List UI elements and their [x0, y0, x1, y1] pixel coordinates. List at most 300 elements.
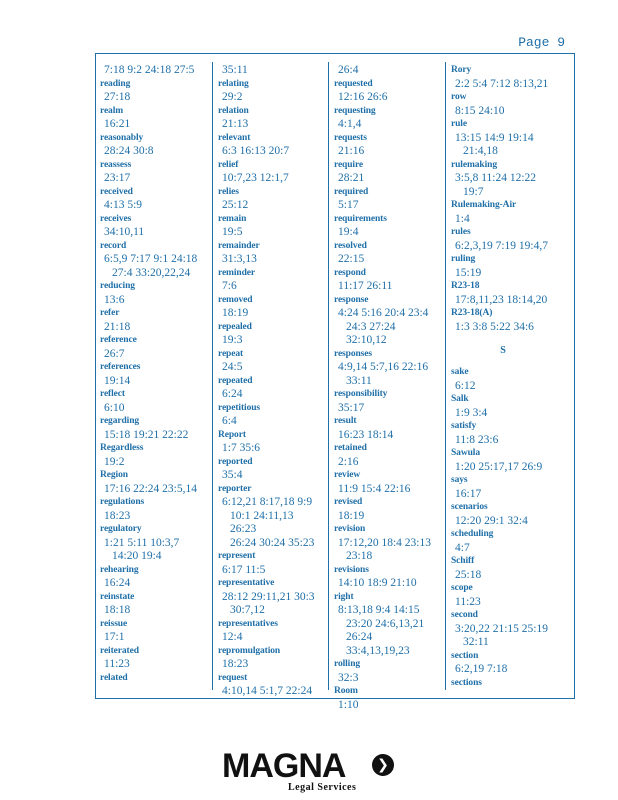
index-term: reinstate	[100, 591, 135, 602]
index-term: record	[100, 240, 127, 251]
index-entry	[100, 645, 204, 672]
ref-line: 19:4	[338, 226, 359, 238]
ref-line: 1:20 25:17,17 26:9	[455, 460, 543, 473]
page-line-refs	[100, 226, 204, 240]
index-column-3	[330, 64, 438, 711]
page-line-refs	[218, 199, 322, 213]
ref-line: 26:4	[338, 64, 359, 76]
page-line-refs	[218, 591, 322, 618]
page-line-refs	[451, 569, 555, 583]
index-term: result	[334, 416, 357, 426]
page-line-refs	[451, 434, 555, 448]
index-term: Rulemaking-Air	[451, 200, 517, 210]
index-entry	[100, 186, 204, 213]
index-term: refer	[100, 308, 120, 318]
ref-line: 1:7 35:6	[222, 442, 261, 454]
index-entry	[451, 582, 555, 609]
page-line-refs	[218, 361, 322, 375]
page-line-refs	[334, 456, 438, 470]
page-line-refs	[218, 307, 322, 321]
index-term: reference	[100, 335, 137, 345]
index-term: relevant	[218, 132, 251, 143]
index-term: repetitious	[218, 402, 260, 413]
index-entry	[100, 415, 204, 442]
page-line-refs	[218, 334, 322, 348]
index-term: R23-18(A)	[451, 308, 493, 318]
page-line-refs	[334, 253, 438, 267]
index-entry	[334, 78, 438, 105]
ref-line: 1:4	[455, 212, 470, 225]
ref-line: 16:24	[104, 577, 131, 589]
index-term: references	[100, 362, 141, 372]
index-entry	[218, 429, 322, 456]
page-line-refs	[100, 91, 204, 105]
index-entry	[451, 307, 555, 334]
ref-line: 23:20 24:6,13,21	[346, 617, 425, 630]
index-term: sections	[451, 677, 482, 688]
index-term: requesting	[334, 105, 376, 116]
index-term: Sawula	[451, 448, 480, 458]
ref-line: 6:24	[222, 388, 243, 400]
index-entry	[100, 469, 204, 496]
page-line-refs	[100, 118, 204, 132]
index-term: reminder	[218, 267, 256, 278]
ref-line: 30:7,12	[230, 604, 265, 616]
page-line-refs	[100, 631, 204, 645]
ref-line: 18:23	[104, 509, 131, 522]
page-line-refs	[100, 402, 204, 416]
page-line-refs	[451, 321, 555, 335]
page-line-refs	[334, 361, 438, 388]
page-line-refs	[218, 685, 322, 699]
ref-line: 2:16	[338, 455, 359, 468]
page-line-refs	[218, 118, 322, 132]
ref-line: 1:10	[338, 698, 359, 711]
ref-line: 17:1	[104, 631, 125, 643]
page-line-refs	[334, 199, 438, 213]
index-term: response	[334, 294, 369, 305]
page-line-refs	[334, 280, 438, 294]
index-entry	[334, 240, 438, 267]
index-term: reiterated	[100, 645, 139, 656]
ref-line: 4:7	[455, 541, 470, 554]
ref-line: 35:4	[222, 469, 243, 481]
page-line-refs	[218, 442, 322, 456]
index-entry	[451, 280, 555, 307]
ref-line: 19:2	[104, 455, 125, 468]
ref-line: 4:9,14 5:7,16 22:16	[338, 361, 429, 373]
index-entry	[218, 64, 322, 78]
index-term: repromulgation	[218, 645, 281, 656]
index-term: revised	[334, 497, 363, 507]
index-term: responsibility	[334, 389, 388, 399]
index-term: retained	[334, 443, 367, 453]
index-entry	[218, 78, 322, 105]
index-entry	[451, 447, 555, 474]
page-line-refs	[100, 199, 204, 213]
index-term: rulemaking	[451, 159, 497, 170]
index-entry	[334, 496, 438, 523]
index-entry	[451, 226, 555, 253]
index-term: scheduling	[451, 529, 494, 539]
page-line-refs	[218, 64, 322, 78]
index-entry	[451, 253, 555, 280]
index-term: relief	[218, 159, 239, 170]
page-line-refs	[451, 542, 555, 556]
ref-line: 16:21	[104, 118, 131, 130]
index-term: reading	[100, 78, 131, 89]
index-term: relies	[218, 186, 239, 197]
index-entry	[451, 555, 555, 582]
column-divider	[445, 62, 446, 690]
page-line-refs	[451, 407, 555, 421]
index-column-2	[214, 64, 322, 697]
ref-line: 11:23	[455, 595, 481, 608]
ref-line: 6:17 11:5	[222, 563, 266, 576]
page-line-refs	[100, 348, 204, 362]
ref-line: 26:7	[104, 347, 125, 360]
ref-line: 25:18	[455, 568, 482, 581]
ref-line: 33:11	[346, 374, 372, 387]
index-term: representative	[218, 578, 275, 588]
ref-line: 14:20 19:4	[112, 550, 162, 562]
page-line-refs	[100, 253, 204, 280]
index-term: reducing	[100, 281, 135, 291]
page-line-refs	[334, 172, 438, 186]
ref-line: 21:13	[222, 118, 249, 130]
index-term: rolling	[334, 659, 361, 669]
ref-line: 28:24 30:8	[104, 145, 154, 157]
index-entry	[451, 528, 555, 555]
page-line-refs	[100, 172, 204, 186]
index-entry	[100, 442, 204, 469]
ref-line: 6:12,21 8:17,18 9:9	[222, 496, 313, 508]
page-line-refs	[451, 596, 555, 610]
ref-line: 13:15 14:9 19:14	[455, 131, 534, 144]
ref-line: 24:5	[222, 361, 243, 373]
page-line-refs	[218, 496, 322, 550]
index-entry	[218, 645, 322, 672]
index-entry	[218, 483, 322, 551]
index-entry	[100, 496, 204, 523]
ref-line: 6:2,19 7:18	[455, 663, 508, 675]
ref-line: 12:20 29:1 32:4	[455, 514, 528, 527]
index-entry	[451, 501, 555, 528]
column-divider	[328, 62, 329, 690]
page-line-refs	[218, 388, 322, 402]
page-line-refs	[334, 537, 438, 564]
ref-line: 18:23	[222, 658, 249, 670]
page-line-refs	[451, 663, 555, 677]
index-entry	[100, 564, 204, 591]
index-entry	[218, 267, 322, 294]
page-line-refs	[218, 658, 322, 672]
index-entry	[100, 240, 204, 281]
page-line-refs	[100, 537, 204, 564]
ref-line: 6:12	[455, 379, 476, 392]
index-entry	[334, 64, 438, 78]
ref-line: 11:17 26:11	[338, 280, 393, 292]
ref-line: 17:12,20 18:4 23:13	[338, 536, 431, 549]
index-entry	[100, 280, 204, 307]
ref-line: 4:10,14 5:1,7 22:24	[222, 685, 313, 697]
index-term: sake	[451, 367, 469, 377]
index-entry	[334, 415, 438, 442]
ref-line: 18:18	[104, 604, 131, 616]
page-line-refs	[218, 91, 322, 105]
index-term: repealed	[218, 321, 252, 332]
index-term: requested	[334, 78, 373, 89]
index-entry	[451, 118, 555, 159]
index-column-1	[96, 64, 204, 694]
index-term: resolved	[334, 240, 367, 251]
ref-line: 1:9 3:4	[455, 406, 488, 419]
index-term: representatives	[218, 618, 278, 629]
index-entry	[334, 591, 438, 659]
ref-line: 21:16	[338, 145, 365, 157]
index-entry	[451, 199, 555, 226]
index-entry	[451, 609, 555, 650]
index-term: remain	[218, 213, 247, 224]
index-term: revision	[334, 524, 366, 534]
index-term: realm	[100, 105, 124, 116]
page-line-refs	[218, 253, 322, 267]
index-entry	[334, 658, 438, 685]
page-line-refs	[100, 483, 204, 497]
ref-line: 29:2	[222, 91, 243, 103]
page-line-refs	[451, 213, 555, 227]
index-entry	[451, 64, 555, 91]
ref-line: 2:2 5:4 7:12 8:13,21	[455, 77, 549, 90]
index-entry	[218, 186, 322, 213]
ref-line: 28:21	[338, 172, 365, 184]
ref-line: 1:21 5:11 10:3,7	[104, 536, 180, 549]
index-entry	[218, 456, 322, 483]
index-entry	[100, 388, 204, 415]
index-term: relating	[218, 78, 249, 89]
ref-line: 6:3 16:13 20:7	[222, 145, 290, 157]
page-line-refs	[100, 294, 204, 308]
index-term: reflect	[100, 389, 125, 399]
index-term: right	[334, 591, 354, 602]
page-line-refs	[451, 78, 555, 92]
index-term: Room	[334, 686, 358, 696]
ref-line: 31:3,13	[222, 253, 257, 265]
ref-line: 34:10,11	[104, 226, 145, 238]
ref-line: 4:1,4	[338, 118, 362, 130]
index-entry	[451, 474, 555, 501]
ref-line: 16:17	[455, 487, 482, 500]
index-term: regarding	[100, 416, 140, 426]
index-term: rules	[451, 227, 471, 237]
index-entry	[100, 307, 204, 334]
ref-line: 6:5,9 7:17 9:1 24:18	[104, 253, 198, 265]
page-line-refs	[100, 429, 204, 443]
page-line-refs	[334, 672, 438, 686]
index-term: regulations	[100, 497, 145, 507]
index-term: second	[451, 610, 478, 620]
ref-line: 11:23	[104, 658, 130, 670]
index-entry	[334, 186, 438, 213]
page-line-refs	[334, 699, 438, 713]
page-line-refs	[334, 64, 438, 78]
index-entry	[100, 132, 204, 159]
index-entry	[218, 159, 322, 186]
page-line-refs	[100, 64, 204, 78]
ref-line: 6:10	[104, 401, 125, 414]
ref-line: 25:12	[222, 199, 249, 211]
page-line-refs	[100, 145, 204, 159]
index-term: request	[218, 672, 248, 683]
page-number: Page 9	[518, 35, 565, 50]
page-line-refs	[218, 469, 322, 483]
index-entry	[334, 294, 438, 348]
index-entry	[451, 91, 555, 118]
section-letter: S	[500, 345, 506, 356]
page-line-refs	[334, 91, 438, 105]
index-entry	[334, 469, 438, 496]
page-line-refs	[218, 564, 322, 578]
index-entry	[100, 105, 204, 132]
index-entry	[218, 240, 322, 267]
index-term: required	[334, 186, 369, 197]
index-entry	[218, 672, 322, 699]
ref-line: 1:3 3:8 5:22 34:6	[455, 320, 534, 333]
page-line-refs	[334, 307, 438, 348]
index-term: R23-18	[451, 281, 480, 291]
page-line-refs	[100, 510, 204, 524]
ref-line: 16:23 18:14	[338, 428, 394, 441]
page-line-refs	[451, 488, 555, 502]
page-line-refs	[451, 461, 555, 475]
index-term: rule	[451, 119, 467, 129]
index-entry	[100, 213, 204, 240]
index-entry	[334, 388, 438, 415]
ref-line: 13:6	[104, 293, 125, 306]
ref-line: 14:10 18:9 21:10	[338, 577, 417, 589]
index-term: says	[451, 475, 468, 485]
index-entry	[334, 442, 438, 469]
page-line-refs	[451, 294, 555, 308]
page-line-refs	[218, 172, 322, 186]
page-line-refs	[218, 226, 322, 240]
ref-line: 8:13,18 9:4 14:15	[338, 604, 420, 616]
index-entry	[100, 159, 204, 186]
index-term: reasonably	[100, 132, 144, 143]
index-entry	[100, 361, 204, 388]
index-term: requests	[334, 132, 367, 143]
page-line-refs	[334, 118, 438, 132]
ref-line: 23:17	[104, 172, 131, 184]
page-line-refs	[100, 456, 204, 470]
index-entry	[218, 375, 322, 402]
ref-line: 21:4,18	[463, 145, 498, 157]
index-term: receives	[100, 213, 132, 224]
index-entry	[451, 393, 555, 420]
page-line-refs	[100, 577, 204, 591]
index-term: repeat	[218, 348, 244, 359]
index-entry	[334, 685, 438, 712]
index-term: ruling	[451, 254, 476, 264]
index-term: scope	[451, 583, 473, 593]
ref-line: 27:4 33:20,22,24	[112, 266, 191, 279]
index-entry	[100, 334, 204, 361]
index-term: Report	[218, 429, 246, 440]
index-entry	[334, 105, 438, 132]
ref-line: 19:5	[222, 226, 243, 238]
ref-line: 27:18	[104, 91, 131, 103]
index-entry	[100, 672, 204, 686]
ref-line: 8:15 24:10	[455, 104, 505, 117]
logo-subtitle: Legal Services	[288, 782, 357, 793]
index-entry	[218, 105, 322, 132]
column-divider	[212, 62, 213, 690]
index-term: review	[334, 470, 361, 480]
ref-line: 32:11	[463, 636, 489, 648]
index-entry	[218, 577, 322, 618]
index-entry	[218, 294, 322, 321]
ref-line: 35:17	[338, 401, 365, 414]
ref-line: 11:8 23:6	[455, 433, 499, 446]
page-line-refs	[100, 375, 204, 389]
ref-line: 26:24 33:4,13,19,23	[346, 631, 410, 657]
ref-line: 10:1 24:11,13 26:23	[230, 509, 294, 535]
ref-line: 4:24 5:16 20:4 23:4	[338, 307, 429, 319]
index-column-4	[447, 64, 555, 694]
index-term: Schiff	[451, 556, 475, 566]
index-entry	[451, 366, 555, 393]
index-term: removed	[218, 294, 253, 305]
index-term: Salk	[451, 394, 469, 404]
page-line-refs	[451, 623, 555, 650]
page-line-refs	[451, 172, 555, 199]
index-term: Regardless	[100, 443, 144, 453]
page-line-refs	[334, 604, 438, 658]
ref-line: 11:9 15:4 22:16	[338, 482, 411, 495]
index-term: reported	[218, 456, 253, 467]
page-line-refs	[218, 145, 322, 159]
magna-logo	[222, 748, 402, 796]
ref-line: 28:12 29:11,21 30:3	[222, 590, 315, 603]
index-term: reissue	[100, 618, 128, 629]
ref-line: 19:7	[463, 185, 484, 198]
index-entry	[334, 564, 438, 591]
page-line-refs	[100, 604, 204, 618]
ref-line: 6:4	[222, 415, 237, 427]
page-line-refs	[334, 483, 438, 497]
index-entry	[451, 650, 555, 677]
index-entry	[334, 523, 438, 564]
page-line-refs	[334, 429, 438, 443]
ref-line: 17:16 22:24 23:5,14	[104, 482, 197, 495]
index-term: respond	[334, 267, 366, 278]
ref-line: 23:18	[346, 550, 373, 562]
index-entry	[334, 348, 438, 389]
index-term: Rory	[451, 65, 472, 75]
index-term: reporter	[218, 483, 252, 494]
ref-line: 7:6	[222, 280, 237, 292]
ref-line: 19:14	[104, 374, 131, 387]
page-line-refs	[218, 631, 322, 645]
page-line-refs	[451, 267, 555, 281]
ref-line: 26:24 30:24 35:23	[230, 536, 315, 549]
ref-line: 3:20,22 21:15 25:19	[455, 622, 548, 635]
ref-line: 24:3 27:24 32:10,12	[346, 320, 396, 346]
index-entry	[451, 420, 555, 447]
index-term: regulatory	[100, 524, 142, 534]
index-term: repeated	[218, 375, 253, 386]
page-line-refs	[334, 577, 438, 591]
